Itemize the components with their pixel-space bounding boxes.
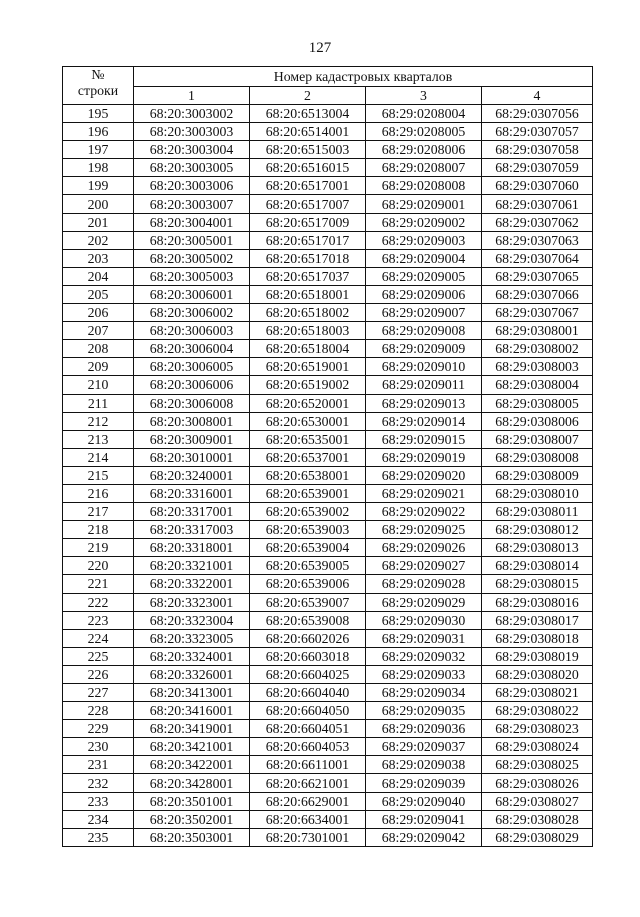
cadastral-number-cell: 68:20:6604051: [250, 720, 366, 738]
cadastral-number-cell: 68:20:3004001: [134, 213, 250, 231]
cadastral-number-cell: 68:20:6518002: [250, 304, 366, 322]
cadastral-number-cell: 68:29:0209037: [366, 738, 482, 756]
row-number-cell: 214: [63, 448, 134, 466]
table-row: [63, 322, 593, 340]
cadastral-number-cell: 68:29:0307061: [482, 195, 593, 213]
cadastral-number-cell: 68:20:6517001: [250, 177, 366, 195]
cadastral-number-cell: 68:20:3006008: [134, 394, 250, 412]
cadastral-number-cell: 68:29:0209021: [366, 484, 482, 502]
row-number-cell: 197: [63, 141, 134, 159]
cadastral-number-cell: 68:20:6602026: [250, 629, 366, 647]
cadastral-number-cell: 68:20:6539008: [250, 611, 366, 629]
column-number-header: 4: [482, 87, 593, 105]
row-number-cell: 223: [63, 611, 134, 629]
row-number-cell: 209: [63, 358, 134, 376]
cadastral-number-cell: 68:20:3326001: [134, 665, 250, 683]
cadastral-number-cell: 68:20:6539001: [250, 484, 366, 502]
table-row: [63, 629, 593, 647]
cadastral-number-cell: 68:29:0209040: [366, 792, 482, 810]
table-row: [63, 810, 593, 828]
cadastral-number-cell: 68:29:0209015: [366, 430, 482, 448]
table-row: [63, 394, 593, 412]
row-number-cell: 205: [63, 285, 134, 303]
row-number-cell: 224: [63, 629, 134, 647]
cadastral-number-cell: 68:20:6520001: [250, 394, 366, 412]
cadastral-number-cell: 68:29:0209003: [366, 231, 482, 249]
page-number: 127: [308, 40, 332, 56]
table-row: [63, 792, 593, 810]
cadastral-number-cell: 68:20:3003003: [134, 123, 250, 141]
table-row: [63, 159, 593, 177]
cadastral-number-cell: 68:20:6539004: [250, 539, 366, 557]
row-number-cell: 203: [63, 249, 134, 267]
cadastral-number-cell: 68:29:0209010: [366, 358, 482, 376]
cadastral-number-cell: 68:20:3428001: [134, 774, 250, 792]
table-row: [63, 756, 593, 774]
cadastral-number-cell: 68:29:0209042: [366, 828, 482, 846]
cadastral-number-cell: 68:20:6513004: [250, 105, 366, 123]
row-number-cell: 208: [63, 340, 134, 358]
cadastral-number-cell: 68:29:0308010: [482, 484, 593, 502]
cadastral-number-cell: 68:20:6519001: [250, 358, 366, 376]
cadastral-number-cell: 68:29:0209028: [366, 575, 482, 593]
row-number-cell: 228: [63, 702, 134, 720]
cadastral-number-cell: 68:29:0308023: [482, 720, 593, 738]
cadastral-number-cell: 68:20:3003002: [134, 105, 250, 123]
table-row: [63, 448, 593, 466]
row-number-cell: 215: [63, 466, 134, 484]
cadastral-number-cell: 68:29:0308004: [482, 376, 593, 394]
table-row: [63, 611, 593, 629]
table-row: [63, 521, 593, 539]
row-number-cell: 229: [63, 720, 134, 738]
cadastral-number-cell: 68:29:0308028: [482, 810, 593, 828]
row-number-header-cell: [63, 67, 134, 105]
cadastral-number-cell: 68:20:3008001: [134, 412, 250, 430]
header-row-2: [63, 87, 593, 105]
cadastral-number-cell: 68:29:0307064: [482, 249, 593, 267]
column-number-header: 1: [134, 87, 250, 105]
table-row: [63, 249, 593, 267]
cadastral-number-cell: 68:20:3010001: [134, 448, 250, 466]
row-number-cell: 231: [63, 756, 134, 774]
table-row: [63, 267, 593, 285]
cadastral-number-cell: 68:29:0308015: [482, 575, 593, 593]
cadastral-number-cell: 68:29:0208007: [366, 159, 482, 177]
cadastral-number-cell: 68:20:3324001: [134, 647, 250, 665]
cadastral-number-cell: 68:20:3318001: [134, 539, 250, 557]
cadastral-number-cell: 68:20:3240001: [134, 466, 250, 484]
cadastral-number-cell: 68:29:0209014: [366, 412, 482, 430]
cadastral-number-cell: 68:29:0308012: [482, 521, 593, 539]
cadastral-number-cell: 68:29:0308025: [482, 756, 593, 774]
cadastral-number-cell: 68:29:0308005: [482, 394, 593, 412]
cadastral-number-cell: 68:29:0308024: [482, 738, 593, 756]
table-row: [63, 593, 593, 611]
cadastral-number-cell: 68:20:3317001: [134, 503, 250, 521]
cadastral-number-cell: 68:20:3416001: [134, 702, 250, 720]
row-number-cell: 222: [63, 593, 134, 611]
cadastral-number-cell: 68:20:6517018: [250, 249, 366, 267]
cadastral-number-cell: 68:20:3316001: [134, 484, 250, 502]
table-row: [63, 412, 593, 430]
table-row: [63, 430, 593, 448]
row-number-cell: 227: [63, 684, 134, 702]
cadastral-number-cell: 68:20:3323004: [134, 611, 250, 629]
cadastral-number-cell: 68:20:6604050: [250, 702, 366, 720]
cadastral-number-cell: 68:20:3006002: [134, 304, 250, 322]
cadastral-number-cell: 68:20:6629001: [250, 792, 366, 810]
cadastral-number-cell: 68:20:6539002: [250, 503, 366, 521]
row-number-cell: 230: [63, 738, 134, 756]
cadastral-number-cell: 68:20:6518001: [250, 285, 366, 303]
row-number-cell: 216: [63, 484, 134, 502]
cadastral-number-cell: 68:29:0209001: [366, 195, 482, 213]
row-number-cell: 204: [63, 267, 134, 285]
row-number-cell: 198: [63, 159, 134, 177]
row-number-cell: 232: [63, 774, 134, 792]
cadastral-number-cell: 68:20:6516015: [250, 159, 366, 177]
cadastral-number-cell: 68:20:3501001: [134, 792, 250, 810]
cadastral-number-cell: 68:20:6517037: [250, 267, 366, 285]
cadastral-number-cell: 68:20:3003005: [134, 159, 250, 177]
cadastral-number-cell: 68:20:6539005: [250, 557, 366, 575]
row-number-cell: 196: [63, 123, 134, 141]
cadastral-number-cell: 68:29:0209030: [366, 611, 482, 629]
cadastral-number-cell: 68:29:0308022: [482, 702, 593, 720]
row-number-cell: 200: [63, 195, 134, 213]
cadastral-number-cell: 68:20:6621001: [250, 774, 366, 792]
cadastral-number-cell: 68:29:0209035: [366, 702, 482, 720]
cadastral-number-cell: 68:20:6611001: [250, 756, 366, 774]
cadastral-number-cell: 68:29:0209013: [366, 394, 482, 412]
cadastral-number-cell: 68:29:0209004: [366, 249, 482, 267]
table-row: [63, 123, 593, 141]
cadastral-number-cell: 68:20:3419001: [134, 720, 250, 738]
cadastral-number-cell: 68:20:3323001: [134, 593, 250, 611]
table-row: [63, 285, 593, 303]
row-number-cell: 233: [63, 792, 134, 810]
cadastral-number-cell: 68:20:3005003: [134, 267, 250, 285]
cadastral-number-cell: 68:29:0209034: [366, 684, 482, 702]
table-row: [63, 105, 593, 123]
cadastral-number-cell: 68:29:0209031: [366, 629, 482, 647]
table-row: [63, 684, 593, 702]
row-number-cell: 210: [63, 376, 134, 394]
cadastral-number-cell: 68:20:3502001: [134, 810, 250, 828]
cadastral-number-cell: 68:20:3421001: [134, 738, 250, 756]
cadastral-number-cell: 68:29:0209008: [366, 322, 482, 340]
row-number-cell: 211: [63, 394, 134, 412]
table-row: [63, 466, 593, 484]
row-number-cell: 195: [63, 105, 134, 123]
cadastral-number-cell: 68:29:0209005: [366, 267, 482, 285]
cadastral-number-cell: 68:29:0209039: [366, 774, 482, 792]
cadastral-number-cell: 68:29:0308006: [482, 412, 593, 430]
cadastral-number-cell: 68:20:3009001: [134, 430, 250, 448]
cadastral-number-cell: 68:29:0308027: [482, 792, 593, 810]
cadastral-number-cell: 68:20:3006006: [134, 376, 250, 394]
cadastral-number-cell: 68:29:0209009: [366, 340, 482, 358]
cadastral-number-cell: 68:20:6538001: [250, 466, 366, 484]
cadastral-number-cell: 68:20:6539006: [250, 575, 366, 593]
cadastral-number-cell: 68:29:0307065: [482, 267, 593, 285]
cadastral-number-cell: 68:20:3006001: [134, 285, 250, 303]
cadastral-number-cell: 68:29:0209029: [366, 593, 482, 611]
cadastral-number-cell: 68:29:0209026: [366, 539, 482, 557]
cadastral-number-cell: 68:29:0307067: [482, 304, 593, 322]
cadastral-number-cell: 68:29:0308020: [482, 665, 593, 683]
cadastral-number-cell: 68:20:6517017: [250, 231, 366, 249]
cadastral-number-cell: 68:20:3005002: [134, 249, 250, 267]
cadastral-number-cell: 68:29:0209041: [366, 810, 482, 828]
cadastral-number-cell: 68:20:3003006: [134, 177, 250, 195]
cadastral-number-cell: 68:29:0209033: [366, 665, 482, 683]
table-row: [63, 575, 593, 593]
table-row: [63, 720, 593, 738]
cadastral-number-cell: 68:20:6517009: [250, 213, 366, 231]
table-row: [63, 503, 593, 521]
table-row: [63, 340, 593, 358]
cadastral-number-cell: 68:29:0308019: [482, 647, 593, 665]
cadastral-number-cell: 68:29:0308007: [482, 430, 593, 448]
row-number-cell: 213: [63, 430, 134, 448]
cadastral-number-cell: 68:29:0209025: [366, 521, 482, 539]
cadastral-number-cell: 68:20:6603018: [250, 647, 366, 665]
cadastral-number-cell: 68:29:0208005: [366, 123, 482, 141]
cadastral-number-cell: 68:29:0208006: [366, 141, 482, 159]
cadastral-number-cell: 68:29:0308003: [482, 358, 593, 376]
cadastral-number-cell: 68:29:0209027: [366, 557, 482, 575]
table-row: [63, 774, 593, 792]
table-row: [63, 484, 593, 502]
cadastral-number-cell: 68:29:0208008: [366, 177, 482, 195]
cadastral-number-cell: 68:29:0209006: [366, 285, 482, 303]
cadastral-number-cell: 68:29:0307057: [482, 123, 593, 141]
row-number-cell: 235: [63, 828, 134, 846]
cadastral-number-cell: 68:20:3003004: [134, 141, 250, 159]
cadastral-number-cell: 68:29:0209011: [366, 376, 482, 394]
cadastral-number-cell: 68:20:6517007: [250, 195, 366, 213]
cadastral-number-cell: 68:29:0308008: [482, 448, 593, 466]
cadastral-number-cell: 68:29:0209020: [366, 466, 482, 484]
table-row: [63, 195, 593, 213]
table-row: [63, 177, 593, 195]
cadastral-number-cell: 68:29:0208004: [366, 105, 482, 123]
cadastral-number-cell: 68:29:0308029: [482, 828, 593, 846]
cadastral-number-cell: 68:20:3321001: [134, 557, 250, 575]
table-row: [63, 358, 593, 376]
cadastral-number-cell: 68:29:0307062: [482, 213, 593, 231]
cadastral-number-cell: 68:29:0209036: [366, 720, 482, 738]
cadastral-number-cell: 68:29:0209002: [366, 213, 482, 231]
cadastral-number-cell: 68:20:6604025: [250, 665, 366, 683]
cadastral-number-cell: 68:29:0308014: [482, 557, 593, 575]
cadastral-number-cell: 68:29:0308001: [482, 322, 593, 340]
table-row: [63, 231, 593, 249]
cadastral-number-cell: 68:20:3317003: [134, 521, 250, 539]
cadastral-number-cell: 68:20:6634001: [250, 810, 366, 828]
cadastral-number-cell: 68:29:0209022: [366, 503, 482, 521]
cadastral-number-cell: 68:20:6514001: [250, 123, 366, 141]
cadastral-number-cell: 68:20:6539003: [250, 521, 366, 539]
table-row: [63, 213, 593, 231]
table-body: [63, 105, 593, 847]
cadastral-number-cell: 68:20:6530001: [250, 412, 366, 430]
cadastral-number-cell: 68:20:6535001: [250, 430, 366, 448]
table-row: [63, 376, 593, 394]
column-number-header: 3: [366, 87, 482, 105]
cadastral-number-cell: 68:20:3413001: [134, 684, 250, 702]
row-number-cell: 234: [63, 810, 134, 828]
cadastral-number-cell: 68:29:0308002: [482, 340, 593, 358]
column-number-header: 2: [250, 87, 366, 105]
row-number-cell: 199: [63, 177, 134, 195]
cadastral-number-cell: 68:20:6604040: [250, 684, 366, 702]
cadastral-number-cell: 68:20:6519002: [250, 376, 366, 394]
cadastral-number-cell: 68:20:7301001: [250, 828, 366, 846]
cadastral-number-cell: 68:29:0308011: [482, 503, 593, 521]
row-number-cell: 206: [63, 304, 134, 322]
row-number-cell: 218: [63, 521, 134, 539]
cadastral-quarters-table: [62, 66, 593, 847]
cadastral-number-cell: 68:29:0307063: [482, 231, 593, 249]
cadastral-number-cell: 68:29:0209038: [366, 756, 482, 774]
cadastral-number-cell: 68:20:3422001: [134, 756, 250, 774]
header-row-1: [63, 67, 593, 87]
row-number-cell: 217: [63, 503, 134, 521]
row-number-cell: 212: [63, 412, 134, 430]
table-row: [63, 647, 593, 665]
cadastral-number-cell: 68:20:3005001: [134, 231, 250, 249]
cadastral-number-cell: 68:29:0307060: [482, 177, 593, 195]
cadastral-number-cell: 68:29:0307056: [482, 105, 593, 123]
cadastral-number-cell: 68:20:6518003: [250, 322, 366, 340]
cadastral-number-cell: 68:29:0308013: [482, 539, 593, 557]
cadastral-number-cell: 68:20:3322001: [134, 575, 250, 593]
row-number-cell: 201: [63, 213, 134, 231]
cadastral-number-cell: 68:20:6518004: [250, 340, 366, 358]
cadastral-number-cell: 68:29:0209019: [366, 448, 482, 466]
cadastral-number-cell: 68:20:6539007: [250, 593, 366, 611]
table-row: [63, 828, 593, 846]
table-row: [63, 141, 593, 159]
cadastral-number-cell: 68:29:0209007: [366, 304, 482, 322]
table-row: [63, 665, 593, 683]
table-row: [63, 539, 593, 557]
table-row: [63, 304, 593, 322]
cadastral-number-cell: 68:20:6604053: [250, 738, 366, 756]
row-number-cell: 225: [63, 647, 134, 665]
cadastral-number-cell: 68:29:0308018: [482, 629, 593, 647]
cadastral-number-cell: 68:20:6515003: [250, 141, 366, 159]
cadastral-number-cell: 68:20:6537001: [250, 448, 366, 466]
row-number-cell: 221: [63, 575, 134, 593]
row-number-cell: 220: [63, 557, 134, 575]
cadastral-number-cell: 68:29:0307066: [482, 285, 593, 303]
cadastral-number-cell: 68:20:3323005: [134, 629, 250, 647]
cadastral-number-cell: 68:20:3503001: [134, 828, 250, 846]
row-number-cell: 207: [63, 322, 134, 340]
cadastral-number-cell: 68:20:3003007: [134, 195, 250, 213]
cadastral-number-cell: 68:29:0308016: [482, 593, 593, 611]
row-number-cell: 219: [63, 539, 134, 557]
row-number-header-label: строки: [77, 83, 119, 98]
row-number-cell: 202: [63, 231, 134, 249]
cadastral-number-cell: 68:20:3006004: [134, 340, 250, 358]
row-number-header-symbol: №: [91, 67, 105, 82]
cadastral-quarters-group-header: Номер кадастровых кварталов: [134, 67, 593, 87]
cadastral-number-cell: 68:20:3006003: [134, 322, 250, 340]
cadastral-number-cell: 68:29:0307059: [482, 159, 593, 177]
cadastral-number-cell: 68:20:3006005: [134, 358, 250, 376]
cadastral-number-cell: 68:29:0209032: [366, 647, 482, 665]
table-row: [63, 702, 593, 720]
cadastral-number-cell: 68:29:0307058: [482, 141, 593, 159]
cadastral-number-cell: 68:29:0308026: [482, 774, 593, 792]
row-number-cell: 226: [63, 665, 134, 683]
table-header: [63, 67, 593, 105]
cadastral-number-cell: 68:29:0308021: [482, 684, 593, 702]
table-row: [63, 738, 593, 756]
cadastral-number-cell: 68:29:0308009: [482, 466, 593, 484]
cadastral-number-cell: 68:29:0308017: [482, 611, 593, 629]
table-row: [63, 557, 593, 575]
